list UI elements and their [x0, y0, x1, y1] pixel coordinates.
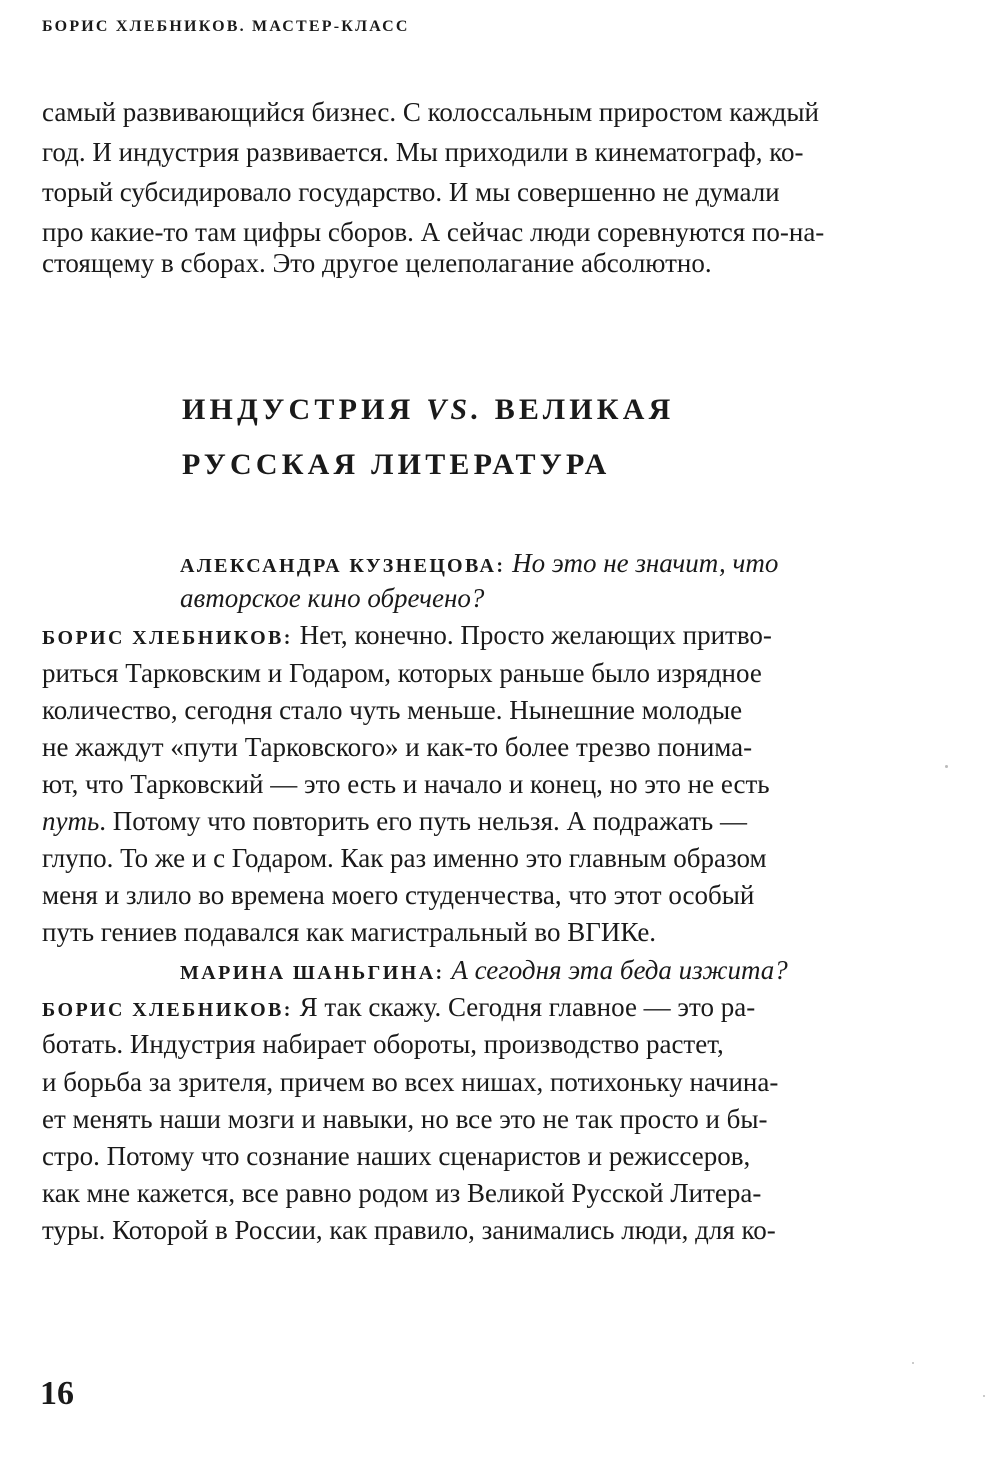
heading-part: ВЕЛИКАЯ: [483, 393, 675, 426]
intro-line: торый субсидировало государство. И мы совершенно не думали: [42, 177, 780, 207]
intro-line: про какие-то там цифры сборов. А сейчас люди соревнуются по-на-: [42, 217, 825, 247]
answer-line: ют, что Тарковский — это есть и начало и конец, но это не есть: [42, 769, 770, 799]
heading-vs: VS.: [426, 393, 483, 426]
page-number: 16: [40, 1375, 74, 1412]
answer-line: количество, сегодня стало чуть меньше. Нынешние молодые: [42, 695, 743, 725]
speaker-name: АЛЕКСАНДРА КУЗНЕЦОВА:: [180, 555, 506, 577]
speaker-name: МАРИНА ШАНЬГИНА:: [180, 962, 445, 984]
answer-line: не жаждут «пути Тарковского» и как-то более трезво понима-: [42, 732, 753, 762]
question-line: авторское кино обречено?: [180, 583, 485, 613]
answer-line: как мне кажется, все равно родом из Великой Русской Литера-: [42, 1178, 762, 1208]
question-text: А сегодня эта беда изжита?: [444, 955, 788, 985]
answer-text: Я так скажу. Сегодня главное — это ра-: [292, 992, 756, 1022]
intro-line: стоящему в сборах. Это другое целеполагание абсолютно.: [42, 248, 712, 278]
question-text: Но это не значит, что: [505, 548, 779, 578]
answer-line: глупо. То же и с Годаром. Как раз именно это главным образом: [42, 843, 767, 873]
speaker-name: БОРИС ХЛЕБНИКОВ:: [42, 999, 293, 1021]
running-head: БОРИС ХЛЕБНИКОВ. МАСТЕР-КЛАСС: [42, 18, 410, 35]
answer-line: туры. Которой в России, как правило, занимались люди, для ко-: [42, 1215, 776, 1245]
section-heading-line-1: [182, 393, 675, 427]
emphasis-word: путь: [42, 806, 100, 836]
intro-line: год. И индустрия развивается. Мы приходили в кинематограф, ко-: [42, 137, 804, 167]
scan-speck: [912, 1362, 914, 1364]
answer-line: [42, 617, 772, 656]
scan-speck: [945, 765, 948, 768]
answer-line: [42, 803, 747, 839]
answer-text: Нет, конечно. Просто желающих притво-: [292, 620, 772, 650]
answer-line: и борьба за зрителя, причем во всех нишах, потихоньку начина-: [42, 1067, 779, 1097]
section-heading-line-2: РУССКАЯ ЛИТЕРАТУРА: [182, 448, 611, 481]
answer-line: стро. Потому что сознание наших сценаристов и режиссеров,: [42, 1141, 751, 1171]
question-line: [180, 545, 778, 584]
answer-text: . Потому что повторить его путь нельзя. А подражать —: [99, 806, 747, 836]
answer-line: ботать. Индустрия набирает обороты, производство растет,: [42, 1029, 724, 1059]
answer-line: [42, 989, 755, 1028]
answer-line: путь гениев подавался как магистральный во ВГИКе.: [42, 917, 657, 947]
scan-speck: [983, 1395, 985, 1397]
answer-line: ет менять наши мозги и навыки, но все это не так просто и бы-: [42, 1104, 768, 1134]
speaker-name: БОРИС ХЛЕБНИКОВ:: [42, 627, 293, 649]
question-line: [180, 952, 788, 991]
intro-line: самый развивающийся бизнес. С колоссальным приростом каждый: [42, 97, 819, 127]
answer-line: меня и злило во времена моего студенчества, что этот особый: [42, 880, 755, 910]
heading-part: ИНДУСТРИЯ: [182, 393, 427, 426]
answer-line: риться Тарковским и Годаром, которых раньше было изрядное: [42, 658, 762, 688]
